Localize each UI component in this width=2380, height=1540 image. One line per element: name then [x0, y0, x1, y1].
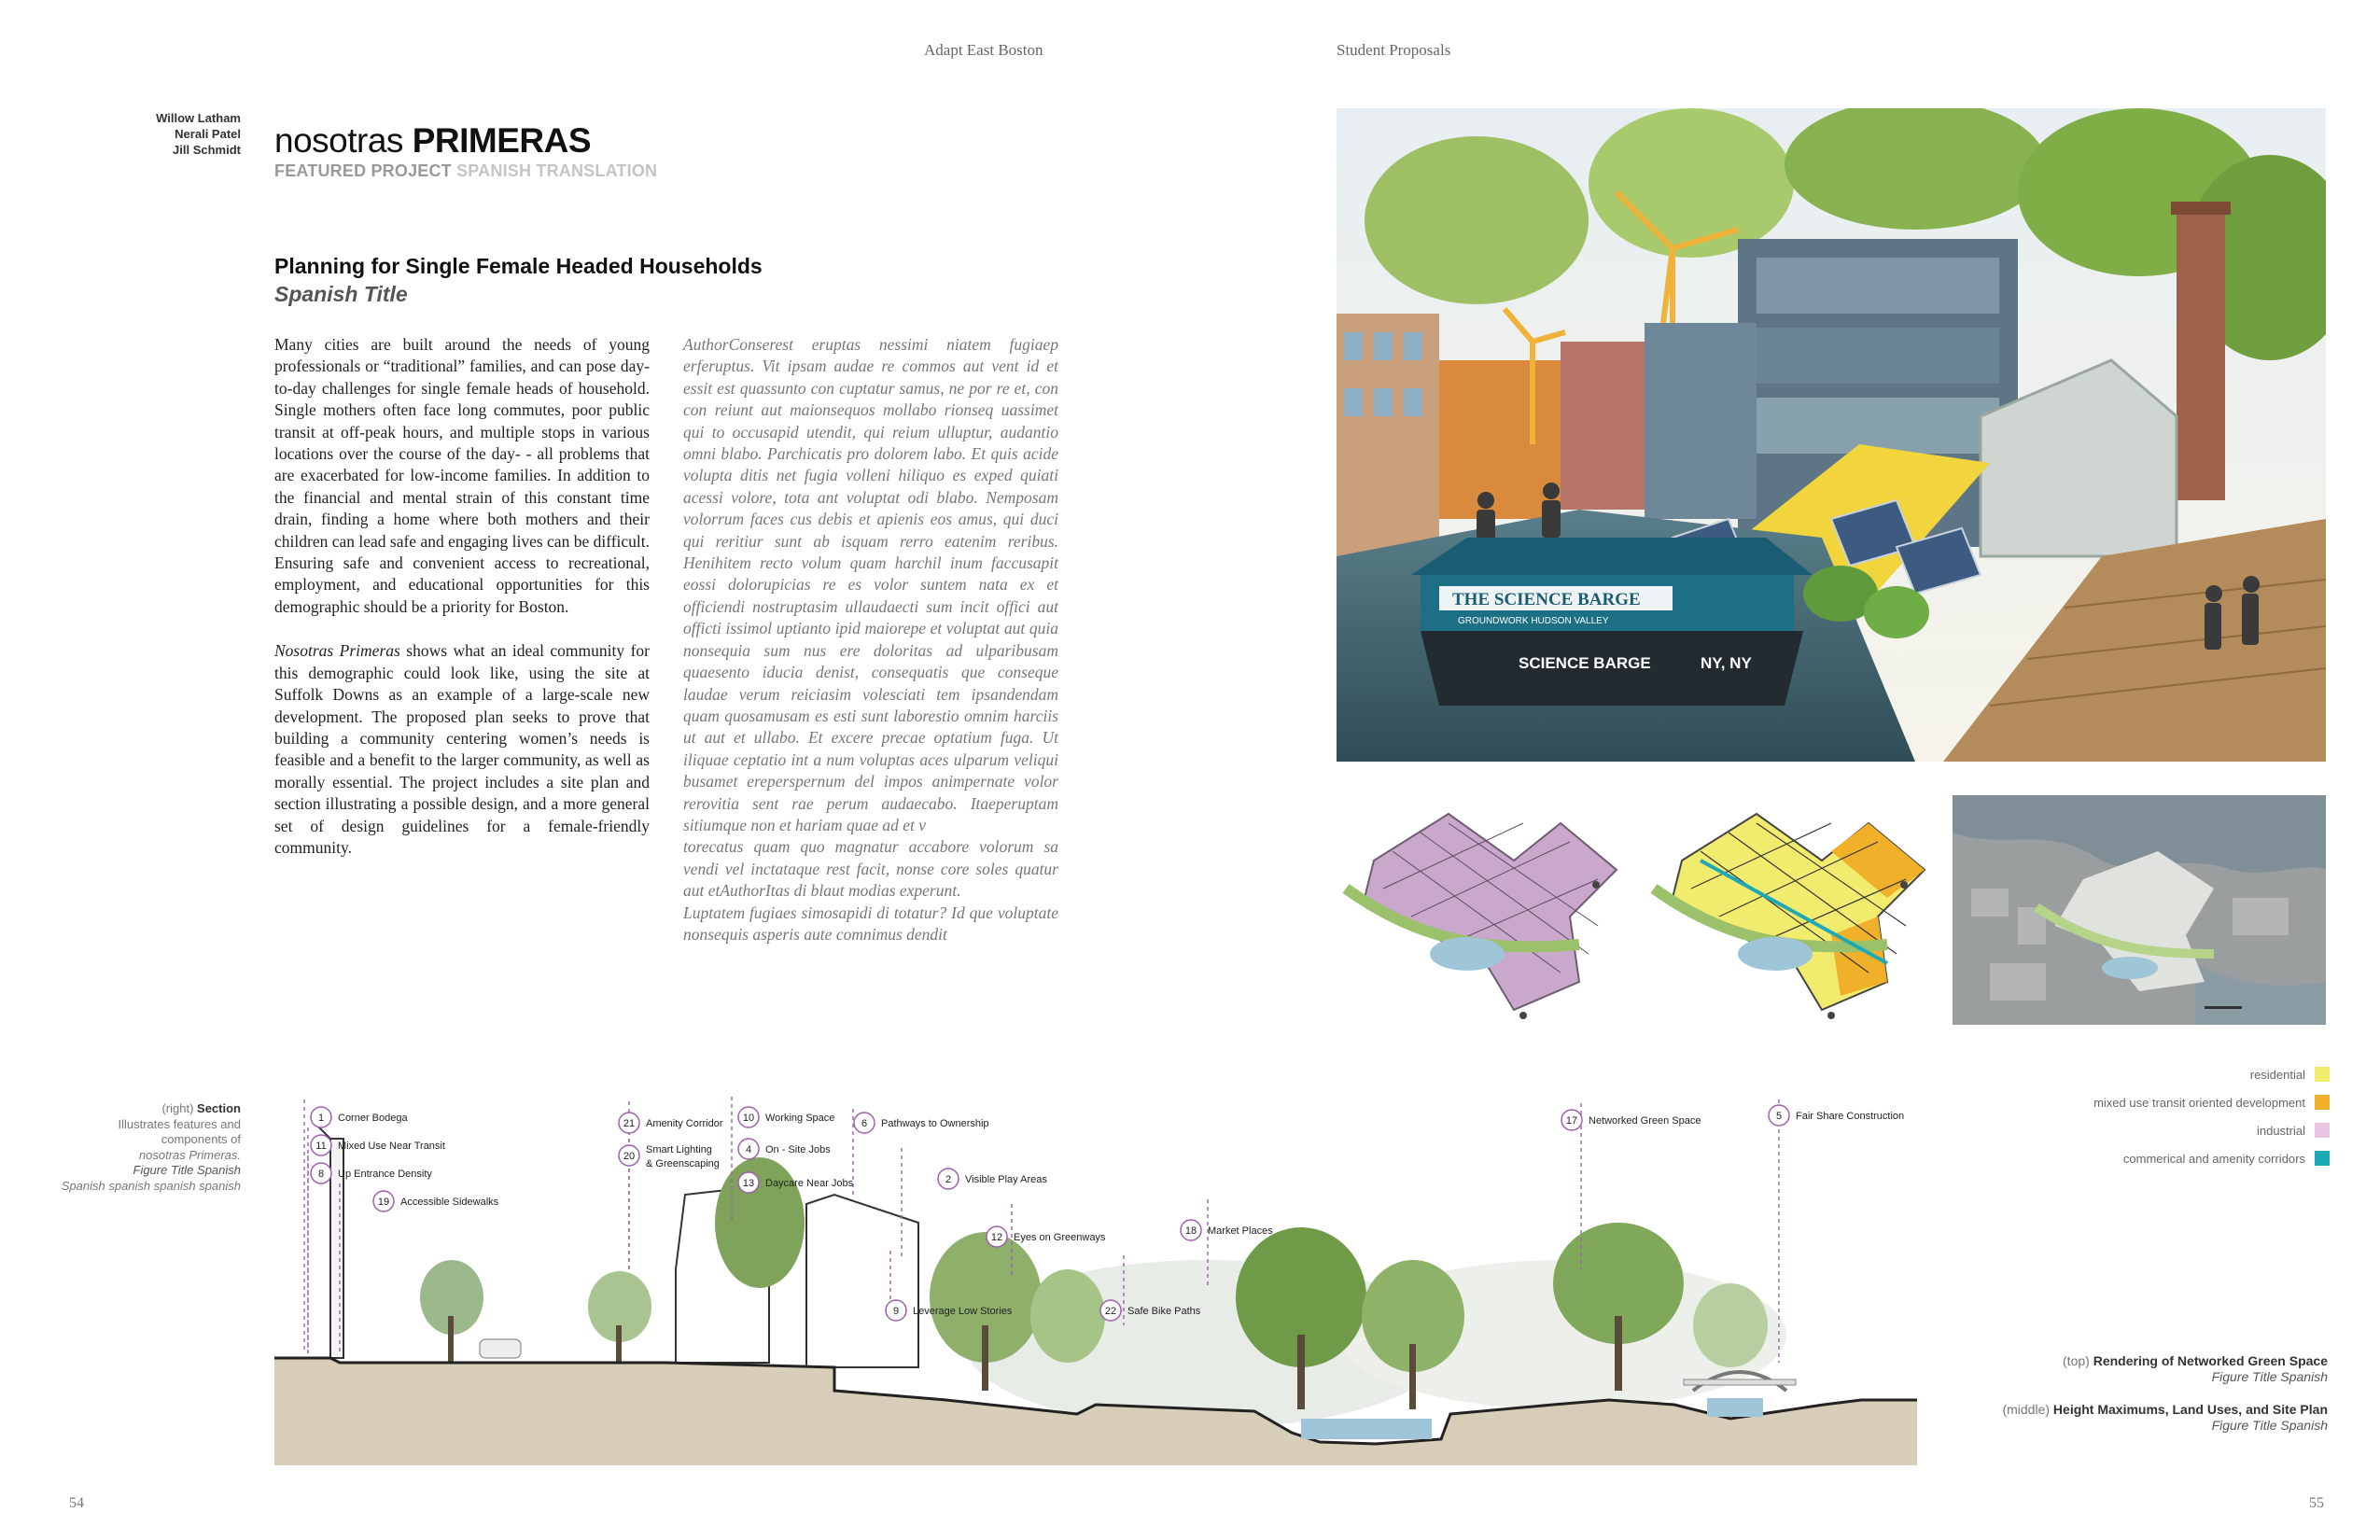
section-heading: Planning for Single Female Headed Households — [274, 254, 763, 278]
spanish-paragraph: Luptatem fugiaes simosapidi di totatur? Id que voluptate nonsequis asperis aute comnimus dendit — [683, 903, 1058, 944]
author-name: Willow Latham — [156, 111, 241, 125]
callout-number: 5 — [1775, 1111, 1783, 1122]
site-plan-drawing — [1953, 795, 2326, 1025]
callout-number: 1 — [317, 1113, 325, 1124]
callout-label-line2: & Greenscaping — [646, 1158, 720, 1169]
callout-label: Market Places — [1208, 1225, 1273, 1237]
callout-label: Up Entrance Density — [338, 1169, 432, 1180]
caption-figure-title: Figure Title Spanish — [133, 1163, 241, 1177]
callout-label: Fair Share Construction — [1796, 1111, 1905, 1122]
section-caption — [56, 1101, 241, 1194]
caption-text: Illustrates features and components of — [118, 1116, 241, 1146]
running-header-right: Student Proposals — [1337, 41, 1451, 59]
spanish-paragraph: AuthorConserest eruptas nessimi niatem fugiaep erferuptus. Vit ipsam audae re commos aut vent id et essit est quassunto con cuptatur samus, ne por re et, con con reiunt aut maionsequos mollabo rionseq uassimet qui to occusapid utendit, qui reium ulluptur, audantio omni blabo. Parchicatis pro dolorem labo. Et quis acide volupta ditis net fugia volleni hiliquo es exped quiati acessi volore, tota ant voluptat odi blabo. Nemposam volorrum faces cus debis et apienis eos amus, qui duci qui reritiur sunt ab isquam rerro eatenim reribus. Henihitem recto volum quam harchil inum faccusapit eossi dolorupicias re es volor suntem nata ex et officiendi nostruptasim ullaudaecti sum incit offici aut officti issimol uptianto ipid maiorepe et voluptat aut quia nonsequia sum nus ere doloritas ad ulparibusam quaesento iducia denist, consequatis que conseque laudae verum reiciasim volesciati tem ipsandendam quam quosamusam es esti sunt laborestio omnim harciis ut aut et ullabo. Et excere precae optatium fuga. Ut iliquae ceptatio int a num voluptas aces ulparum veliqui busamet ereperspernum del impos animpernate volor rerovitia sent rae perum audaecabo. Itaeperuptam sitiumque non et hariam quae ad et v — [683, 335, 1058, 834]
project-title-light: nosotras — [274, 121, 413, 160]
legend-item — [1960, 1144, 2330, 1172]
project-name-italic: Nosotras Primeras — [274, 641, 400, 661]
callout-label: Amenity Corridor — [646, 1118, 723, 1129]
site-plan-aerial — [1953, 795, 2326, 1025]
callout-number: 20 — [623, 1151, 636, 1162]
callout-label: Eyes on Greenways — [1014, 1232, 1106, 1243]
author-name: Jill Schmidt — [173, 143, 241, 157]
callout-number: 12 — [990, 1232, 1003, 1243]
callout-label: Safe Bike Paths — [1127, 1306, 1201, 1317]
legend-label: industrial — [2256, 1123, 2305, 1138]
section-callout — [987, 1226, 1106, 1247]
callout-label: Visible Play Areas — [965, 1174, 1047, 1185]
callout-label: Pathways to Ownership — [881, 1118, 989, 1129]
spanish-paragraph: torecatus quam quo magnatur accabore volorum sa vendi vel inctataque rest facit, nonse core soles quatur aut etAuthorItas di blaut modias experunt. — [683, 837, 1058, 901]
legend-swatch-industrial — [2315, 1123, 2330, 1138]
legend-item — [1960, 1088, 2330, 1116]
callout-label: Smart Lighting — [646, 1144, 712, 1155]
caption-italic: nosotras Primeras. — [138, 1147, 241, 1162]
section-callout — [1769, 1105, 1904, 1126]
body-english-column — [274, 334, 650, 881]
section-spanish-title: Spanish Title — [274, 282, 408, 306]
section-callout — [738, 1107, 834, 1127]
section-callout — [373, 1191, 499, 1211]
section-callout — [619, 1113, 723, 1133]
legend-label: mixed use transit oriented development — [2093, 1095, 2305, 1110]
callout-number: 21 — [623, 1118, 636, 1129]
legend-swatch-corridors — [2315, 1151, 2330, 1166]
section-callout — [1181, 1220, 1273, 1240]
callout-number: 18 — [1184, 1225, 1197, 1237]
callout-number: 13 — [742, 1178, 755, 1189]
author-list — [56, 110, 241, 158]
barge-sign-subtext: GROUNDWORK HUDSON VALLEY — [1458, 616, 1609, 626]
page-number-left: 54 — [69, 1495, 84, 1511]
body-paragraph-text: shows what an ideal community for this demographic could look like, using the site at Suffolk Downs as an example of a large-scale new development. The proposed plan seeks to prove that building a community centering women’s needs is feasible and a benefit to the larger community, as well as morally essential. The project includes a site plan and section illustrating a possible design, and a more general set of design guidelines for a female-friendly community. — [274, 641, 650, 857]
legend-swatch-mixed-use — [2315, 1095, 2330, 1110]
caption-title: Rendering of Networked Green Space — [2093, 1353, 2328, 1368]
callout-label: Corner Bodega — [338, 1113, 408, 1124]
legend-item — [1960, 1116, 2330, 1144]
caption-spanish: Spanish spanish spanish spanish — [61, 1178, 241, 1193]
body-paragraph — [274, 640, 650, 859]
callout-number: 2 — [945, 1174, 952, 1185]
callout-label: On - Site Jobs — [765, 1144, 831, 1155]
callout-label: Networked Green Space — [1589, 1115, 1701, 1127]
callout-label: Accessible Sidewalks — [400, 1197, 499, 1208]
street-section-drawing — [274, 1083, 1917, 1465]
section-callout — [738, 1139, 831, 1159]
project-title — [274, 121, 591, 161]
featured-label: FEATURED PROJECT — [274, 161, 452, 180]
callout-number: 10 — [742, 1113, 755, 1124]
caption-spanish: Figure Title Spanish — [2211, 1369, 2328, 1384]
callout-label: Mixed Use Near Transit — [338, 1141, 445, 1152]
barge-sign-text: THE SCIENCE BARGE — [1452, 590, 1641, 609]
callout-label: Working Space — [765, 1113, 835, 1124]
legend-label: residential — [2249, 1067, 2305, 1082]
section-callout — [854, 1113, 989, 1133]
callout-number: 9 — [892, 1306, 900, 1317]
section-callout — [938, 1169, 1047, 1189]
legend-item — [1960, 1060, 2330, 1088]
caption-title: Height Maximums, Land Uses, and Site Plan — [2052, 1402, 2328, 1417]
project-title-bold: PRIMERAS — [412, 121, 592, 160]
caption-prefix: (middle) — [2002, 1402, 2053, 1417]
callout-label: Daycare Near Jobs — [765, 1178, 854, 1189]
project-subtitle — [274, 161, 657, 181]
caption-prefix: (right) — [161, 1101, 198, 1115]
callout-label: Leverage Low Stories — [913, 1306, 1013, 1317]
callout-number: 22 — [1104, 1306, 1117, 1317]
running-header-left: Adapt East Boston — [924, 41, 1043, 59]
callout-number: 8 — [317, 1169, 325, 1180]
body-spanish-column — [683, 334, 1058, 945]
translation-label: SPANISH TRANSLATION — [451, 161, 658, 180]
section-callout — [619, 1144, 720, 1169]
callout-number: 17 — [1565, 1115, 1578, 1127]
barge-hull-left-text: SCIENCE BARGE — [1519, 654, 1651, 672]
callout-number: 4 — [745, 1144, 752, 1155]
author-name: Nerali Patel — [175, 127, 241, 141]
caption-prefix: (top) — [2063, 1353, 2093, 1368]
rendering-illustration — [1337, 108, 2326, 762]
legend-swatch-residential — [2315, 1067, 2330, 1082]
callout-number: 19 — [377, 1197, 390, 1208]
green-space-rendering — [1337, 108, 2326, 762]
legend-label: commerical and amenity corridors — [2122, 1151, 2305, 1166]
caption-spanish: Figure Title Spanish — [2211, 1418, 2328, 1433]
section-callout — [1561, 1110, 1701, 1130]
callout-number: 6 — [861, 1118, 868, 1129]
body-paragraph: Many cities are built around the needs of young professionals or “traditional” families, and can pose day-to-day challenges for single female heads of household. Single mothers often face long commutes, poor public transit at off-peak hours, and multiple stops in various locations over the course of the day- - all problems that are exacerbated for low-income families. In addition to the financial and mental strain of this constant time drain, finding a home where both mothers and their children can lead safe and engaging lives can be difficult. Ensuring safe and convenient access to recreational, employment, and educational opportunities for this demographic should be a priority for Boston. — [274, 335, 651, 616]
callout-number: 11 — [315, 1141, 327, 1152]
section-callout — [311, 1163, 432, 1183]
page-number-right: 55 — [2309, 1495, 2324, 1511]
caption-title: Section — [197, 1101, 241, 1115]
section-illustration — [274, 1083, 1917, 1465]
section-callout — [311, 1107, 408, 1127]
barge-hull-right-text: NY, NY — [1701, 654, 1752, 672]
land-use-legend — [1960, 1060, 2330, 1172]
